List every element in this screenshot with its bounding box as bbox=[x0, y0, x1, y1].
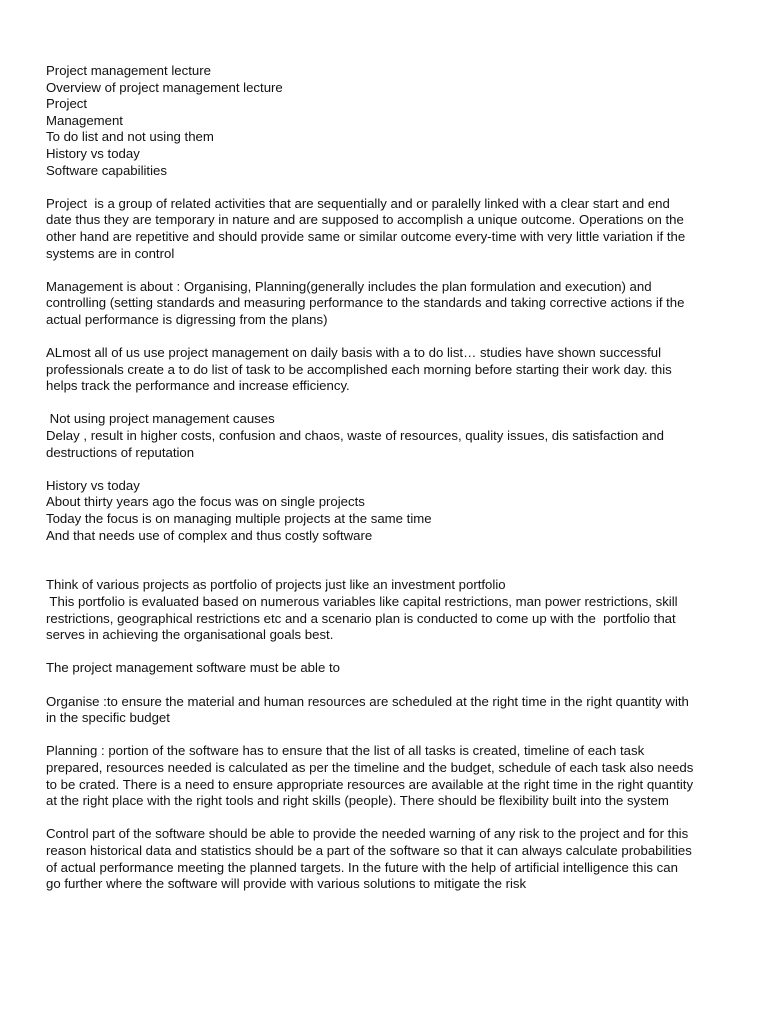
paragraph-planning bbox=[46, 743, 730, 809]
text-line: systems are in control bbox=[46, 245, 175, 261]
text-line: reason historical data and statistics should be a part of the software so that it can always calculate probabilities bbox=[46, 842, 692, 858]
document-body bbox=[46, 63, 730, 909]
outline-item: Software capabilities bbox=[46, 162, 167, 178]
text-line: ALmost all of us use project management on daily basis with a to do list… studies have shown successful bbox=[46, 345, 661, 361]
text-line: helps track the performance and increase efficiency. bbox=[46, 378, 350, 394]
text-line: at the right place with the right tools and right skills (people). There should be flexibility built into the system bbox=[46, 793, 669, 809]
paragraph-management-definition bbox=[46, 279, 730, 329]
paragraph-organise bbox=[46, 694, 730, 727]
text-line: And that needs use of complex and thus costly software bbox=[46, 527, 373, 543]
text-line: About thirty years ago the focus was on single projects bbox=[46, 494, 365, 510]
outline-item: Management bbox=[46, 112, 123, 128]
spacer bbox=[46, 561, 730, 578]
outline-item: Overview of project management lecture bbox=[46, 79, 283, 95]
paragraph-control bbox=[46, 826, 730, 892]
text-line: History vs today bbox=[46, 477, 140, 493]
text-line: The project management software must be able to bbox=[46, 660, 340, 676]
text-line: destructions of reputation bbox=[46, 444, 195, 460]
text-line: Organise :to ensure the material and human resources are scheduled at the right time in the right quantity with bbox=[46, 693, 689, 709]
paragraph-software-must bbox=[46, 660, 730, 677]
paragraph-history bbox=[46, 478, 730, 544]
text-line: restrictions, geographical restrictions etc and a scenario plan is conducted to come up with the portfolio that bbox=[46, 610, 676, 626]
text-line: other hand are repetitive and should provide same or similar outcome every-time with very little variation if the bbox=[46, 228, 686, 244]
text-line: Planning : portion of the software has to ensure that the list of all tasks is created, timeline of each task bbox=[46, 743, 645, 759]
text-line: Management is about : Organising, Planning(generally includes the plan formulation and execution) and bbox=[46, 278, 652, 294]
outline-item: Project bbox=[46, 96, 88, 112]
doc-title: Project management lecture bbox=[46, 63, 211, 78]
text-line: controlling (setting standards and measuring performance to the standards and taking corrective actions if the bbox=[46, 295, 685, 311]
text-line: serves in achieving the organisational goals best. bbox=[46, 627, 334, 643]
text-line: prepared, resources needed is calculated as per the timeline and the budget, schedule of each task also needs bbox=[46, 759, 694, 775]
text-line: Project is a group of related activities that are sequentially and or paralelly linked with a clear start and end bbox=[46, 195, 670, 211]
text-line: of actual performance meeting the planned targets. In the future with the help of artificial intelligence this can bbox=[46, 859, 678, 875]
text-line: go further where the software will provide with various solutions to mitigate the risk bbox=[46, 876, 527, 892]
text-line: Today the focus is on managing multiple projects at the same time bbox=[46, 511, 432, 527]
text-line: date thus they are temporary in nature and are supposed to accomplish a unique outcome. Operations on the bbox=[46, 212, 684, 228]
paragraph-not-using bbox=[46, 411, 730, 461]
text-line: actual performance is digressing from the plans) bbox=[46, 311, 328, 327]
text-line: This portfolio is evaluated based on numerous variables like capital restrictions, man power restrictions, skill bbox=[46, 594, 678, 609]
text-line: Control part of the software should be able to provide the needed warning of any risk to the project and for this bbox=[46, 826, 689, 842]
text-line: Not using project management causes bbox=[46, 411, 275, 427]
text-line: in the specific budget bbox=[46, 710, 170, 726]
text-line: Think of various projects as portfolio of projects just like an investment portfolio bbox=[46, 577, 506, 593]
outline-item: History vs today bbox=[46, 145, 140, 161]
header-lines bbox=[46, 63, 730, 179]
text-line: professionals create a to do list of task to be accomplished each morning before starting their work day. this bbox=[46, 361, 672, 377]
paragraph-project-definition bbox=[46, 196, 730, 262]
paragraph-todo-list bbox=[46, 345, 730, 395]
text-line: Delay , result in higher costs, confusion and chaos, waste of resources, quality issues, dis satisfaction and bbox=[46, 428, 664, 444]
outline-item: To do list and not using them bbox=[46, 129, 214, 145]
paragraph-portfolio bbox=[46, 577, 730, 643]
text-line: to be crated. There is a need to ensure appropriate resources are available at the right time in the right quantity bbox=[46, 776, 694, 792]
